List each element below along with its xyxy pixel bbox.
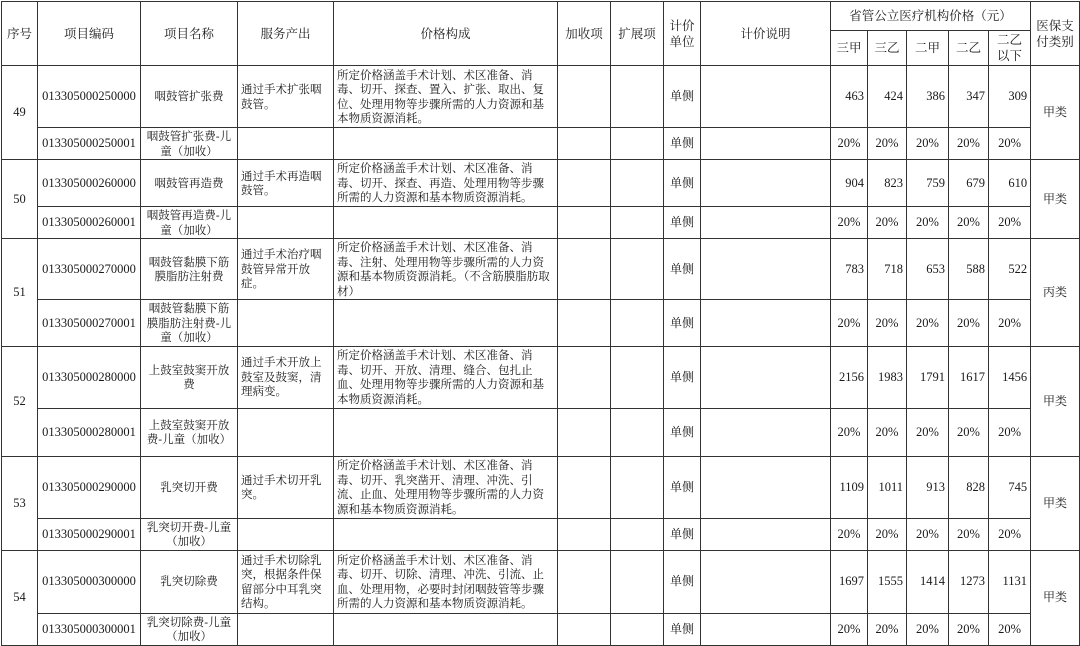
row-output: 通过手术开放上鼓室及鼓窦，清理病变。 <box>238 346 334 408</box>
child-name: 咽鼓管黏膜下筋膜脂肪注射费-儿童（加收） <box>141 300 238 347</box>
child-price-level-2: 20% <box>868 207 907 239</box>
child-unit: 单侧 <box>664 518 701 550</box>
header-level-1: 三甲 <box>831 31 868 66</box>
row-output: 通过手术切除乳突，根据条件保留部分中耳乳突结构。 <box>238 550 334 613</box>
table-row-main <box>2 239 1080 300</box>
child-unit: 单侧 <box>664 408 701 456</box>
child-addon <box>558 613 611 645</box>
child-price-level-5: 20% <box>989 613 1031 645</box>
child-addon <box>558 300 611 347</box>
row-code: 013305000250000 <box>38 66 141 128</box>
child-name: 咽鼓管再造费-儿童（加收） <box>141 207 238 239</box>
row-composition: 所定价格涵盖手术计划、术区准备、消毒、切开、探查、再造、处理用物等步骤所需的人力资源和基本物质资源消耗。 <box>334 160 558 207</box>
row-price-level-1: 1109 <box>831 456 868 518</box>
header-name: 项目名称 <box>141 2 238 66</box>
row-extension <box>611 160 664 207</box>
child-unit: 单侧 <box>664 207 701 239</box>
row-extension <box>611 239 664 300</box>
row-output: 通过手术治疗咽鼓管异常开放症。 <box>238 239 334 300</box>
row-name: 乳突切除费 <box>141 550 238 613</box>
child-price-level-1: 20% <box>831 207 868 239</box>
child-composition <box>334 613 558 645</box>
row-extension <box>611 66 664 128</box>
row-name: 咽鼓管扩张费 <box>141 66 238 128</box>
child-price-level-3: 20% <box>907 408 949 456</box>
table-row-child <box>2 408 1080 456</box>
child-output <box>238 518 334 550</box>
child-unit: 单侧 <box>664 613 701 645</box>
row-price-level-3: 759 <box>907 160 949 207</box>
child-addon <box>558 128 611 160</box>
table-row-main <box>2 66 1080 128</box>
row-name: 咽鼓管再造费 <box>141 160 238 207</box>
row-seq: 49 <box>2 66 38 160</box>
child-price-level-2: 20% <box>868 128 907 160</box>
child-note <box>701 128 831 160</box>
row-price-level-4: 588 <box>949 239 989 300</box>
child-addon <box>558 408 611 456</box>
header-level-2: 三乙 <box>868 31 907 66</box>
row-output: 通过手术切开乳突。 <box>238 456 334 518</box>
header-price-group: 省管公立医疗机构价格（元） <box>831 2 1031 31</box>
row-price-level-2: 1011 <box>868 456 907 518</box>
table-row-child <box>2 613 1080 645</box>
child-output <box>238 128 334 160</box>
row-price-level-1: 1697 <box>831 550 868 613</box>
row-price-level-3: 653 <box>907 239 949 300</box>
header-insurance: 医保支付类别 <box>1031 2 1080 66</box>
child-code: 013305000270001 <box>38 300 141 347</box>
row-price-level-4: 1273 <box>949 550 989 613</box>
row-extension <box>611 456 664 518</box>
child-name: 上鼓室鼓窦开放费-儿童（加收） <box>141 408 238 456</box>
row-price-level-2: 718 <box>868 239 907 300</box>
child-price-level-3: 20% <box>907 300 949 347</box>
table-row-main <box>2 346 1080 408</box>
row-price-level-2: 424 <box>868 66 907 128</box>
row-price-level-3: 1791 <box>907 346 949 408</box>
row-composition: 所定价格涵盖手术计划、术区准备、消毒、切开、开放、清理、缝合、包扎止血、处理用物等步骤所需的人力资源和基本物质资源消耗。 <box>334 346 558 408</box>
table-row-child <box>2 207 1080 239</box>
child-price-level-2: 20% <box>868 518 907 550</box>
row-unit: 单侧 <box>664 160 701 207</box>
header-unit: 计价单位 <box>664 2 701 66</box>
header-code: 项目编码 <box>38 2 141 66</box>
row-code: 013305000280000 <box>38 346 141 408</box>
child-name: 乳突切除费-儿童（加收） <box>141 613 238 645</box>
row-insurance: 丙类 <box>1031 239 1080 347</box>
row-addon <box>558 456 611 518</box>
row-note <box>701 239 831 300</box>
child-price-level-5: 20% <box>989 518 1031 550</box>
row-composition: 所定价格涵盖手术计划、术区准备、消毒、切开、切除、清理、冲洗、引流、止血、处理用物，必要时封闭咽鼓管等步骤所需的人力资源和基本物质资源消耗。 <box>334 550 558 613</box>
child-extension <box>611 518 664 550</box>
row-price-level-5: 610 <box>989 160 1031 207</box>
child-price-level-3: 20% <box>907 518 949 550</box>
row-addon <box>558 160 611 207</box>
row-unit: 单侧 <box>664 66 701 128</box>
row-price-level-5: 1456 <box>989 346 1031 408</box>
child-extension <box>611 300 664 347</box>
row-output: 通过手术再造咽鼓管。 <box>238 160 334 207</box>
child-composition <box>334 300 558 347</box>
row-name: 上鼓室鼓窦开放费 <box>141 346 238 408</box>
row-note <box>701 66 831 128</box>
row-price-level-5: 745 <box>989 456 1031 518</box>
child-composition <box>334 408 558 456</box>
row-price-level-1: 783 <box>831 239 868 300</box>
child-addon <box>558 518 611 550</box>
child-price-level-4: 20% <box>949 518 989 550</box>
child-price-level-4: 20% <box>949 613 989 645</box>
row-unit: 单侧 <box>664 239 701 300</box>
child-price-level-1: 20% <box>831 128 868 160</box>
child-note <box>701 207 831 239</box>
header-output: 服务产出 <box>238 2 334 66</box>
row-code: 013305000290000 <box>38 456 141 518</box>
row-price-level-2: 1983 <box>868 346 907 408</box>
child-output <box>238 408 334 456</box>
row-composition: 所定价格涵盖手术计划、术区准备、消毒、切开、乳突凿开、清理、冲洗、引流、止血、处理用物等步骤所需的人力资源和基本物质资源消耗。 <box>334 456 558 518</box>
row-price-level-5: 1131 <box>989 550 1031 613</box>
row-price-level-4: 1617 <box>949 346 989 408</box>
child-output <box>238 207 334 239</box>
header-seq: 序号 <box>2 2 38 66</box>
child-name: 乳突切开费-儿童（加收） <box>141 518 238 550</box>
row-price-level-5: 309 <box>989 66 1031 128</box>
row-unit: 单侧 <box>664 550 701 613</box>
child-extension <box>611 207 664 239</box>
child-composition <box>334 207 558 239</box>
header-extension: 扩展项 <box>611 2 664 66</box>
table-row-child <box>2 128 1080 160</box>
row-addon <box>558 66 611 128</box>
header-level-3: 二甲 <box>907 31 949 66</box>
row-insurance: 甲类 <box>1031 160 1080 239</box>
row-extension <box>611 550 664 613</box>
child-note <box>701 518 831 550</box>
row-code: 013305000270000 <box>38 239 141 300</box>
child-extension <box>611 128 664 160</box>
child-price-level-5: 20% <box>989 207 1031 239</box>
header-level-4: 二乙 <box>949 31 989 66</box>
child-price-level-4: 20% <box>949 207 989 239</box>
row-note <box>701 160 831 207</box>
child-extension <box>611 613 664 645</box>
row-price-level-1: 904 <box>831 160 868 207</box>
child-code: 013305000260001 <box>38 207 141 239</box>
header-note: 计价说明 <box>701 2 831 66</box>
child-code: 013305000300001 <box>38 613 141 645</box>
row-insurance: 甲类 <box>1031 346 1080 456</box>
child-price-level-3: 20% <box>907 613 949 645</box>
child-price-level-1: 20% <box>831 300 868 347</box>
child-unit: 单侧 <box>664 300 701 347</box>
row-seq: 50 <box>2 160 38 239</box>
row-composition: 所定价格涵盖手术计划、术区准备、消毒、注射、处理用物等步骤所需的人力资源和基本物质资源消耗。（不含筋膜脂肪取材） <box>334 239 558 300</box>
row-name: 咽鼓管黏膜下筋膜脂肪注射费 <box>141 239 238 300</box>
child-name: 咽鼓管扩张费-儿童（加收） <box>141 128 238 160</box>
child-price-level-1: 20% <box>831 408 868 456</box>
child-note <box>701 408 831 456</box>
row-note <box>701 550 831 613</box>
table-row-main <box>2 456 1080 518</box>
row-price-level-4: 828 <box>949 456 989 518</box>
row-addon <box>558 550 611 613</box>
header-level-5: 二乙以下 <box>989 31 1031 66</box>
child-price-level-4: 20% <box>949 300 989 347</box>
row-price-level-3: 386 <box>907 66 949 128</box>
table-row-main <box>2 550 1080 613</box>
child-unit: 单侧 <box>664 128 701 160</box>
child-addon <box>558 207 611 239</box>
child-output <box>238 613 334 645</box>
child-price-level-2: 20% <box>868 408 907 456</box>
row-price-level-2: 823 <box>868 160 907 207</box>
child-price-level-3: 20% <box>907 207 949 239</box>
row-insurance: 甲类 <box>1031 66 1080 160</box>
child-price-level-5: 20% <box>989 408 1031 456</box>
child-price-level-5: 20% <box>989 300 1031 347</box>
row-price-level-2: 1555 <box>868 550 907 613</box>
row-price-level-4: 347 <box>949 66 989 128</box>
row-price-level-1: 463 <box>831 66 868 128</box>
row-note <box>701 456 831 518</box>
header-composition: 价格构成 <box>334 2 558 66</box>
child-price-level-2: 20% <box>868 613 907 645</box>
child-composition <box>334 518 558 550</box>
row-price-level-1: 2156 <box>831 346 868 408</box>
child-output <box>238 300 334 347</box>
row-output: 通过手术扩张咽鼓管。 <box>238 66 334 128</box>
row-seq: 53 <box>2 456 38 550</box>
table-row-main <box>2 160 1080 207</box>
row-price-level-5: 522 <box>989 239 1031 300</box>
row-unit: 单侧 <box>664 346 701 408</box>
child-price-level-2: 20% <box>868 300 907 347</box>
child-code: 013305000250001 <box>38 128 141 160</box>
child-code: 013305000280001 <box>38 408 141 456</box>
row-price-level-3: 913 <box>907 456 949 518</box>
price-table <box>1 1 1080 646</box>
child-price-level-4: 20% <box>949 128 989 160</box>
child-composition <box>334 128 558 160</box>
header-addon: 加收项 <box>558 2 611 66</box>
table-body <box>2 66 1080 646</box>
child-price-level-1: 20% <box>831 518 868 550</box>
row-addon <box>558 346 611 408</box>
row-extension <box>611 346 664 408</box>
row-code: 013305000260000 <box>38 160 141 207</box>
child-price-level-5: 20% <box>989 128 1031 160</box>
child-price-level-1: 20% <box>831 613 868 645</box>
child-note <box>701 613 831 645</box>
row-unit: 单侧 <box>664 456 701 518</box>
row-seq: 52 <box>2 346 38 456</box>
row-addon <box>558 239 611 300</box>
row-seq: 54 <box>2 550 38 645</box>
row-price-level-4: 679 <box>949 160 989 207</box>
table-row-child <box>2 300 1080 347</box>
row-insurance: 甲类 <box>1031 456 1080 550</box>
row-composition: 所定价格涵盖手术计划、术区准备、消毒、切开、探查、置入、扩张、取出、复位、处理用物等步骤所需的人力资源和基本物质资源消耗。 <box>334 66 558 128</box>
child-note <box>701 300 831 347</box>
row-price-level-3: 1414 <box>907 550 949 613</box>
row-note <box>701 346 831 408</box>
row-code: 013305000300000 <box>38 550 141 613</box>
table-row-child <box>2 518 1080 550</box>
child-price-level-3: 20% <box>907 128 949 160</box>
child-code: 013305000290001 <box>38 518 141 550</box>
child-extension <box>611 408 664 456</box>
child-price-level-4: 20% <box>949 408 989 456</box>
row-insurance: 甲类 <box>1031 550 1080 645</box>
row-seq: 51 <box>2 239 38 347</box>
row-name: 乳突切开费 <box>141 456 238 518</box>
